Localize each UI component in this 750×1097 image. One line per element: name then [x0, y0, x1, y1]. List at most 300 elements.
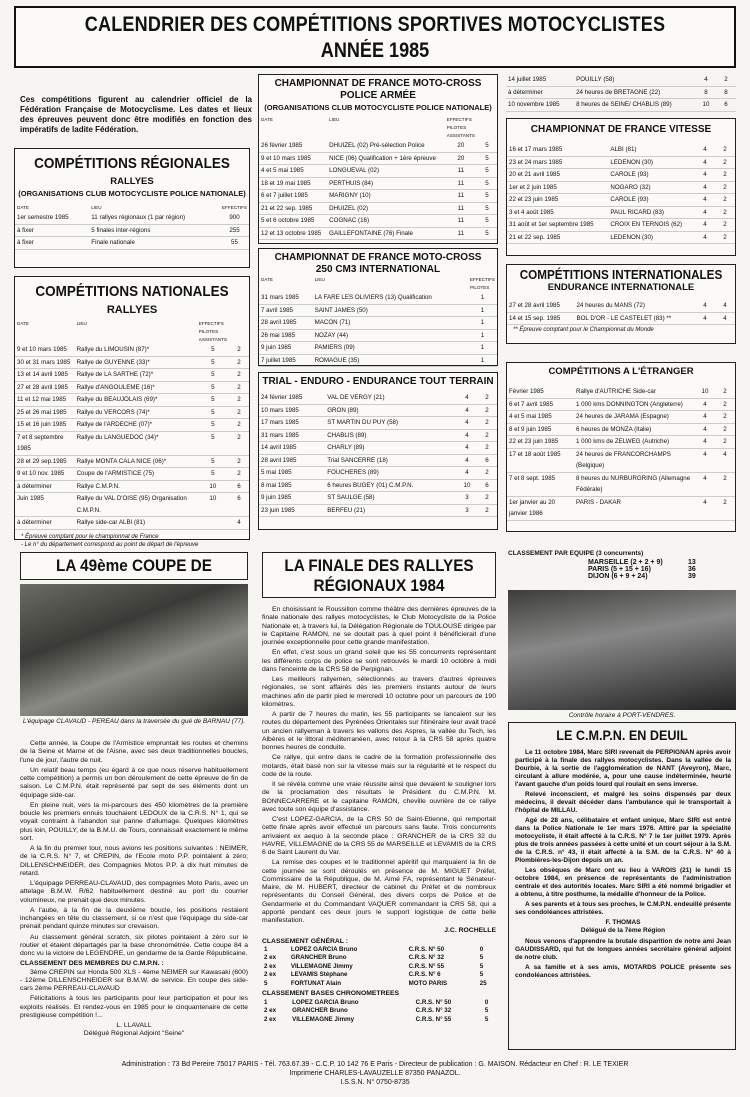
table-cell: VAL DE VERGY (21)	[325, 392, 457, 404]
table-row	[507, 156, 735, 169]
table-cell: 10	[457, 479, 477, 492]
table-cell: 6	[477, 454, 497, 467]
table-cell: 5	[484, 1007, 489, 1014]
table-cell: ST MARTIN DU PUY (58)	[325, 417, 457, 430]
table-cell: LEVAMIS Stéphane	[290, 971, 348, 979]
ranking-title: CLASSEMENT BASES CHRONOMETREES	[262, 990, 400, 998]
table-cell: à déterminer	[15, 517, 75, 530]
paragraph: Ce rallye, qui entre dans le cadre de la formation professionnelle des motards, était basé non sur la vitesse mais sur la régularité et le respect du code de la route.	[262, 754, 496, 778]
table-row	[259, 140, 497, 152]
table-cell: 4	[695, 206, 715, 219]
armistice-caption: L'équipage CLAVAUD - PEREAU dans la traversée du gué de BARNAU (77).	[22, 718, 246, 725]
table-row	[262, 980, 496, 989]
table-cell: 4	[457, 404, 477, 417]
table-cell: GRON (89)	[325, 404, 457, 417]
team-score: 39	[688, 573, 696, 580]
table-row	[507, 194, 735, 207]
table-cell: 4 et 5 mai 1985	[507, 411, 574, 424]
classement-title: CLASSEMENT DES MEMBRES DU C.M.P.N. :	[20, 960, 164, 968]
page-title: CALENDRIER DES COMPÉTITIONS SPORTIVES MOTOCYCLISTES	[84, 13, 666, 36]
table-cell: 14 juillet 1985	[506, 74, 574, 86]
table-cell: 4	[457, 454, 477, 467]
table-cell: MOTO PARIS	[408, 979, 448, 987]
table-cell: 10 novembre 1985	[506, 99, 574, 112]
table-cell: 7 et 8 septembre 1985	[15, 431, 75, 455]
table-cell: 4	[695, 436, 715, 449]
table-cell: 2	[229, 431, 249, 455]
ranking-table	[262, 999, 496, 1025]
table-cell: 5	[197, 356, 229, 369]
table-cell: 30 et 31 mars 1985	[15, 356, 75, 369]
paragraph: En effet, c'est sous un grand soleil que les 55 concurrents représentant les différents corps de police se sont retrouvés le mardi 10 octobre à midi dans l'enceinte de la CRS 58 de Perpignan.	[262, 649, 496, 673]
table-cell: 1 000 kms DONNINGTON (Angleterre)	[574, 398, 695, 411]
table-cell: 7 et 8 sept. 1985	[507, 472, 574, 496]
table-cell: 20 et 21 avril 1985	[507, 169, 608, 182]
table-cell: 17 mars 1985	[259, 417, 325, 430]
table-row	[262, 946, 496, 955]
table-cell: VILLEMAGNE Jimmy	[290, 962, 353, 970]
table-cell: Rallye du LANGUEDOC (34)*	[75, 431, 197, 455]
table-row	[506, 99, 736, 112]
table-cell: à fixer	[15, 224, 89, 237]
table-cell: 24 février 1985	[259, 392, 325, 404]
table-cell: 5	[197, 431, 229, 455]
table-cell: 16 et 17 mars 1985	[507, 144, 608, 156]
table-cell: 24 heures de FRANCORCHAMPS (Belgique)	[574, 448, 695, 472]
table-row	[507, 206, 735, 219]
table-cell: 5	[479, 954, 484, 962]
table-row	[259, 392, 497, 404]
armistice-title-box	[20, 552, 248, 580]
table-cell: DHUIZEL (02)	[327, 202, 445, 215]
equipe-title: CLASSEMENT PAR EQUIPE (3 concurrents)	[508, 550, 644, 557]
table-cell: LOPEZ GARCIA Bruno	[292, 998, 359, 1006]
police-org: (ORGANISATIONS CLUB MOTOCYCLISTE POLICE NATIONALE)	[264, 103, 492, 112]
paragraph: C'est LOPEZ-GARCIA, de la CRS 50 de Saint-Etienne, qui remportait cette finale après avoir effectué un parcours sans faute. Trois concurrents arrivaient ex aequo à la seconde place : GRANCHER de la CRS 32 du HAVRE, VILLEMAGNE de la CRS 55 de MARSEILLE et LEVAMIS de la CRS 6 de Saint Laurent du Var.	[262, 816, 496, 856]
signature: L. LLAVALL	[116, 1022, 152, 1029]
table-cell: 11 et 12 mai 1985	[15, 394, 75, 407]
cross250-table	[259, 276, 497, 367]
paragraph: Il se révéla comme une vraie réussite ainsi que devaient le souligner lors de la proclamation des résultats le Président du C.M.P.N. M. BONNECARRERE et le capitaine RAMON, cheville ouvrière de ce rallye avec toute son équipe d'assistance.	[262, 781, 496, 813]
paragraph: A l'aube, à la fin de la deuxième boucle, les positions restaient inchangées en tête du classement, si ce n'est que l'équipage du side-car prenait pendant quinze minutes sur crevaison.	[20, 906, 248, 931]
table-cell: 6 heures BUGEY (01) C.M.P.N.	[325, 479, 457, 492]
table-cell: LONGUEVAL (02)	[327, 165, 445, 178]
table-cell: Rallye de GUYENNE (33)*	[75, 356, 197, 369]
table-cell: 4	[695, 219, 715, 232]
table-cell: 2	[715, 194, 735, 207]
table-cell: 2 ex	[264, 1015, 277, 1023]
table-cell: PAUL RICARD (83)	[608, 206, 695, 219]
table-cell: LA FARE LES OLIVIERS (13) Qualification	[313, 292, 468, 304]
signature: F. THOMAS	[605, 919, 641, 926]
table-cell: 4	[715, 300, 735, 312]
table-cell: 1	[468, 342, 497, 355]
table-cell: 28 avril 1985	[259, 317, 313, 330]
signature-role: Délégué de la 7ème Région	[580, 927, 666, 934]
table-cell: 8	[696, 86, 716, 99]
table-cell: 5	[477, 140, 497, 152]
table-row	[259, 202, 497, 215]
table-cell: 10	[197, 493, 229, 517]
finale-title-2: RÉGIONAUX 1984	[313, 576, 445, 595]
table-cell: BERFEU (21)	[325, 504, 457, 517]
table-cell: 21 et 22 sep. 1985	[507, 231, 608, 244]
column-header: DATE	[261, 277, 273, 282]
table-cell: 2	[715, 169, 735, 182]
paragraph: Les meilleurs rallyemen, sélectionnés au travers d'autres épreuves régionales, se sont affairés dès les premiers instants autour de leurs machines afin de partir pied le mercredi 10 octobre pour un parcours de 190 kilomètres.	[262, 676, 496, 708]
regionales-table	[15, 204, 249, 250]
table-cell: 5	[197, 455, 229, 468]
table-row	[15, 493, 249, 517]
table-cell: 5	[197, 394, 229, 407]
table-cell: à déterminer	[506, 86, 574, 99]
table-row	[259, 177, 497, 190]
table-cell: 5	[484, 1015, 489, 1023]
paragraph: La remise des coupes et le traditionnel apéritif qui marquaient la fin de cette journée se sont déroulés en présence de M. MIGUET Préfet, Commissaire de la République, de M. Aimé FA, représentant le Sénateur-Maire, de M. HUBERT, directeur de cabinet du Préfet et de nombreux représentants du Conseil Général, des divers corps de Police et de Gendarmerie et du Commandant VAQUER commandant la CRS 58, qui a apporté pendant ces deux jours le support logistique de cette belle manifestation.	[262, 859, 496, 924]
cross250-title-2: 250 CM3 INTERNATIONAL	[315, 264, 441, 275]
table-cell: 17 et 18 août 1985	[507, 448, 574, 472]
paragraph: Au classement général scratch, six pilotes pointaient à zéro sur le routier et étaient départagés par la base chronométrée. Cette coupe 84 a donc vu la victoire de LEGENDRE, un gendarme de la Garde Républicaine.	[20, 933, 248, 957]
nationales-section	[14, 276, 250, 548]
table-row	[262, 954, 496, 963]
table-cell: 2	[229, 356, 249, 369]
table-cell: 9 et 10 mars 1985	[259, 152, 327, 165]
finale-article	[262, 606, 496, 1024]
etranger-title: COMPÉTITIONS A L'ÉTRANGER	[548, 366, 694, 377]
paragraph: En choisissant le Roussillon comme théâtre des dernières épreuves de la finale nationale des rallyes motocyclistes, le Club Motocycliste de la Police Nationale et, à travers lui, la Délégation Régionale de TOULOUSE dirigée par le Capitaine RAMON, ne se doutait pas à quel point il bénéficierait d'une journée exceptionnelle pour cette grande manifestation.	[262, 606, 496, 646]
table-row	[15, 356, 249, 369]
table-cell: 2	[229, 455, 249, 468]
table-cell: 2	[716, 74, 736, 86]
table-row	[15, 381, 249, 394]
table-cell: 8 mai 1985	[259, 479, 325, 492]
table-row	[259, 190, 497, 203]
table-cell: 27 et 28 avril 1985	[15, 381, 75, 394]
table-row	[259, 292, 497, 304]
table-cell: 4	[695, 398, 715, 411]
regionales-org: (ORGANISATIONS CLUB MOTOCYCLISTE POLICE NATIONALE)	[18, 189, 246, 198]
column-header: LIEU	[76, 321, 87, 326]
table-cell: 4	[695, 181, 715, 194]
paragraph: A partir de 7 heures du matin, les 55 participants se lancaient sur les routes du département des Pyrénées Orientales sur l'itinéraire leur avait tracé un ancien rallyeman à travers les vallons des Aspres, la vallée du Tech, les Albères et le littoral méditerranéen, avec retour à la CRS 58 après quatre bonnes heures de conduite.	[262, 711, 496, 751]
table-cell: 10 mars 1985	[259, 404, 325, 417]
table-cell: 1	[468, 354, 497, 367]
table-cell: NOGARO (32)	[608, 181, 695, 194]
table-cell: GAILLEFONTAINE (76) Finale	[327, 227, 445, 240]
table-row	[507, 423, 735, 436]
table-cell: NOZAY (44)	[313, 329, 468, 342]
table-cell: 5	[477, 177, 497, 190]
table-cell: 26 février 1985	[259, 140, 327, 152]
table-cell: 5	[479, 971, 484, 979]
table-cell: C.R.S. N° 50	[408, 945, 445, 953]
table-cell: 6 heures de MONZA (Italie)	[574, 423, 695, 436]
table-cell: 28 et 29 sep.1985	[15, 455, 75, 468]
table-cell: C.R.S. N° 55	[415, 1015, 452, 1023]
nationales-note	[15, 530, 249, 552]
table-cell: 22 et 23 juin 1985	[507, 194, 608, 207]
finale-photo	[508, 590, 736, 710]
table-cell: 10	[695, 386, 715, 398]
table-cell: 55	[220, 237, 249, 250]
table-row	[506, 74, 736, 86]
page-subtitle: ANNÉE 1985	[320, 39, 430, 62]
trial-table	[259, 392, 497, 517]
table-row	[15, 455, 249, 468]
table-row	[15, 212, 249, 224]
table-row	[259, 342, 497, 355]
table-cell	[197, 517, 229, 530]
table-cell: 2	[715, 219, 735, 232]
table-cell: 2	[229, 394, 249, 407]
table-cell: 5 et 6 octobre 1985	[259, 215, 327, 228]
table-cell: 0	[484, 998, 489, 1006]
table-cell: 6	[477, 479, 497, 492]
vitesse-title: CHAMPIONNAT DE FRANCE VITESSE	[530, 124, 712, 135]
table-row	[15, 480, 249, 493]
table-cell: 31 mars 1985	[259, 292, 313, 304]
paragraph: Le 11 octobre 1984, Marc SIRI revenait de PERPIGNAN après avoir participé à la finale des rallyes motocyclistes. Dans la vallée de la Dourbie, à la sortie de l'agglomération de NANT (Aveyron), Marc, circulant à allure modérée, a, pour une cause indéterminée, heurté l'avant gauche d'un poids lourd qui roulait en sens inverse.	[515, 749, 731, 788]
table-cell: VILLEMAGNE Jimmy	[292, 1015, 355, 1023]
table-cell: Rallye du BEAUJOLAIS (69)*	[75, 394, 197, 407]
table-cell: 12 et 13 octobre 1985	[259, 227, 327, 240]
table-cell: 2	[715, 496, 735, 520]
table-cell: 3 et 4 août 1985	[507, 206, 608, 219]
table-row	[259, 467, 497, 480]
table-cell: 1	[468, 304, 497, 317]
table-cell: 5	[197, 406, 229, 419]
table-cell: 22 et 23 juin 1985	[507, 436, 574, 449]
table-cell: à fixer	[15, 237, 89, 250]
table-cell: 4	[457, 392, 477, 404]
table-cell: 5	[477, 227, 497, 240]
table-cell: 5	[197, 381, 229, 394]
paragraph: Félicitations à tous les participants pour leur participation et pour les exploits réalisés. Et rendez-vous en 1985 pour le cinquantenaire de cette prestigieuse compétition !...	[20, 995, 248, 1019]
table-cell: 900	[220, 212, 249, 224]
table-row	[15, 406, 249, 419]
table-row	[507, 312, 735, 325]
table-cell: 2	[715, 386, 735, 398]
table-cell: PERTHUIS (84)	[327, 177, 445, 190]
table-row	[15, 419, 249, 432]
table-cell: MACON (71)	[313, 317, 468, 330]
table-cell: 4	[695, 496, 715, 520]
table-cell: 13 et 14 avril 1985	[15, 369, 75, 382]
table-row	[15, 369, 249, 382]
deuil-article	[515, 749, 731, 982]
table-cell: 6	[229, 493, 249, 517]
table-cell: 4	[695, 169, 715, 182]
table-row	[262, 963, 496, 972]
table-cell: 1 000 kms de ZELWEG (Autriche)	[574, 436, 695, 449]
regionales-subtitle: RALLYES	[110, 176, 154, 187]
table-cell: 2	[715, 423, 735, 436]
table-cell: 2 ex	[264, 971, 277, 979]
trial-title: TRIAL - ENDURO - ENDURANCE TOUT TERRAIN	[262, 376, 494, 387]
table-cell: Rallye d'AUTRICHE Side-car	[574, 386, 695, 398]
table-row	[262, 1007, 496, 1016]
paragraph: Relevé inconscient, et malgré les soins dispensés par deux médecins, il devait décéder dans l'ambulance qui le transportait à l'hôpital de MILLAU.	[515, 791, 731, 814]
table-row	[259, 454, 497, 467]
table-cell: 4	[695, 300, 715, 312]
paragraph: A ses parents et à tous ses proches, le C.M.P.N. endeuillé présente ses condoléances attristées.	[515, 901, 731, 916]
footer-line: I.S.S.N. N° 0750-8735	[340, 1079, 410, 1086]
table-cell: 2	[715, 144, 735, 156]
table-cell: 1er semestre 1985	[15, 212, 89, 224]
table-row	[259, 442, 497, 455]
table-cell: COGNAC (16)	[327, 215, 445, 228]
table-cell: 4	[695, 472, 715, 496]
table-cell: FORTUNAT Alain	[290, 979, 341, 987]
table-cell: Rallye de l'ARDECHE (07)*	[75, 419, 197, 432]
table-cell: 5	[197, 419, 229, 432]
table-cell: 4	[695, 411, 715, 424]
table-cell: Coupe de l'ARMISTICE (75)	[75, 468, 197, 481]
table-cell: 23 juin 1985	[259, 504, 325, 517]
table-row	[259, 329, 497, 342]
table-cell: 4	[695, 194, 715, 207]
table-cell: 9 et 10 mars 1985	[15, 344, 75, 356]
table-row	[15, 394, 249, 407]
table-cell: 20	[445, 152, 477, 165]
table-cell: C.R.S. N° 50	[415, 998, 452, 1006]
column-header: EFFECTIFS PILOTES	[469, 277, 495, 290]
table-row	[507, 144, 735, 156]
table-row	[259, 429, 497, 442]
table-cell: 5	[477, 202, 497, 215]
table-cell: Finale nationale	[89, 237, 220, 250]
paragraph: L'équipage PERREAU-CLAVAUD, des compagnies Moto Paris, avec un attelage B.M.W. R/62 habituellement destiné au port du courrier volumineux, ne prenait que deux minutes.	[20, 880, 248, 904]
table-row	[259, 227, 497, 240]
table-cell: 2	[477, 417, 497, 430]
table-cell: 11	[445, 202, 477, 215]
table-cell: MARIGNY (10)	[327, 190, 445, 203]
table-row	[259, 354, 497, 367]
table-cell: 3	[457, 504, 477, 517]
inter-note: ** Épreuve comptant pour le Championnat du Monde	[513, 327, 654, 333]
table-cell: 20	[445, 140, 477, 152]
table-cell: C.R.S. N° 32	[415, 1007, 452, 1014]
table-cell: Rallye du VERCORS (74)*	[75, 406, 197, 419]
table-row	[507, 219, 735, 232]
column-header: DATE	[261, 117, 273, 122]
intro-text: Ces compétitions figurent au calendrier officiel de la Fédération Française de Motocyclisme. Les dates et lieux des épreuves peuvent donc être modifiés en fonction des impératifs de ladite Fédération.	[20, 95, 252, 134]
table-row	[262, 1016, 496, 1025]
table-cell: 6	[716, 99, 736, 112]
police-table	[259, 116, 497, 240]
table-cell: 8 et 9 juin 1985	[507, 423, 574, 436]
team-score: 36	[688, 566, 696, 573]
table-cell: 8	[716, 86, 736, 99]
table-cell: 8 heures de SEINE/ CHABLIS (89)	[574, 99, 696, 112]
page-header	[14, 6, 736, 68]
table-cell: 9 juin 1985	[259, 492, 325, 505]
table-row	[507, 496, 735, 520]
table-cell: 25 et 26 mai 1985	[15, 406, 75, 419]
table-cell: Rallye d'ANGOULEME (16)*	[75, 381, 197, 394]
list-item	[588, 566, 736, 573]
table-cell: 2	[715, 398, 735, 411]
paragraph: A la fin du premier tour, nous avions les positions suivantes : NEIMER, de la C.R.S. N° 7, et CREPIN, de l'Ecole moto P.P. pointaient à zéro; DILLENSCHNEIDER, des Compagnies Motos P.P. à dix huit minutes de retard.	[20, 845, 248, 877]
table-cell: 21 et 22 sep. 1985	[259, 202, 327, 215]
table-cell: 4	[695, 144, 715, 156]
table-cell: Rallye side-car ALBI (81)	[75, 517, 197, 530]
etranger-section	[506, 362, 736, 532]
table-cell: 2	[715, 206, 735, 219]
table-cell: 4 et 5 mai 1985	[259, 165, 327, 178]
table-cell: 2	[229, 419, 249, 432]
table-row	[262, 971, 496, 980]
column-header: LIEU	[329, 117, 340, 122]
signature: J.C. ROCHELLE	[444, 927, 496, 935]
table-row	[259, 479, 497, 492]
table-row	[507, 411, 735, 424]
table-cell: ROMAGUE (35)	[313, 354, 468, 367]
table-cell: 14 avril 1985	[259, 442, 325, 455]
table-cell: CHARLY (89)	[325, 442, 457, 455]
table-cell: C.R.S. N° 55	[408, 962, 445, 970]
table-cell: 1	[468, 317, 497, 330]
table-row	[259, 504, 497, 517]
table-cell: 5	[477, 190, 497, 203]
table-row	[507, 398, 735, 411]
table-row	[506, 86, 736, 99]
table-row	[15, 224, 249, 237]
table-row	[507, 436, 735, 449]
table-cell: PAMIERS (09)	[313, 342, 468, 355]
table-cell: 5	[479, 962, 484, 970]
table-cell: 2	[715, 411, 735, 424]
table-cell: à déterminer	[15, 480, 75, 493]
table-cell: 2	[477, 492, 497, 505]
table-cell: SAINT JAMES (50)	[313, 304, 468, 317]
table-cell: 24 heures de BRETAGNE (22)	[574, 86, 696, 99]
inter-table	[507, 300, 735, 325]
table-cell: ALBI (81)	[608, 144, 695, 156]
police-title-2: POLICE ARMÉE	[340, 90, 416, 101]
table-cell: 5	[197, 369, 229, 382]
table-cell: 6	[229, 480, 249, 493]
table-cell: CROIX EN TERNOIS (62)	[608, 219, 695, 232]
table-cell: 27 et 28 avril 1985	[507, 300, 574, 312]
etranger-table	[507, 386, 735, 521]
regionales-title: COMPÉTITIONS RÉGIONALES	[34, 155, 230, 172]
table-cell: 10	[197, 480, 229, 493]
team-score: 13	[688, 559, 696, 566]
table-row	[259, 165, 497, 178]
table-cell: 255	[220, 224, 249, 237]
table-cell: 5 finales inter-régions	[89, 224, 220, 237]
table-cell: 11	[445, 215, 477, 228]
table-cell: 2	[229, 344, 249, 356]
table-cell: 6 et 7 avril 1985	[507, 398, 574, 411]
table-cell: LEDENON (30)	[608, 231, 695, 244]
table-row	[15, 468, 249, 481]
nationales-subtitle: RALLYES	[106, 304, 158, 316]
table-row	[259, 304, 497, 317]
table-cell: Février 1985	[507, 386, 574, 398]
table-cell: GRANCHER Bruno	[290, 954, 347, 962]
table-cell: CAROLE (93)	[608, 194, 695, 207]
table-cell: 31 mars 1985	[259, 429, 325, 442]
table-cell: 4	[457, 417, 477, 430]
table-cell: 2 ex	[264, 1007, 277, 1014]
table-cell: DHUIZEL (02) Pré-sélection Police	[327, 140, 445, 152]
table-cell: 1	[264, 945, 268, 953]
table-cell: 4	[696, 74, 716, 86]
table-row	[507, 472, 735, 496]
table-cell: Rallye MONTA CALA NICE (06)*	[75, 455, 197, 468]
